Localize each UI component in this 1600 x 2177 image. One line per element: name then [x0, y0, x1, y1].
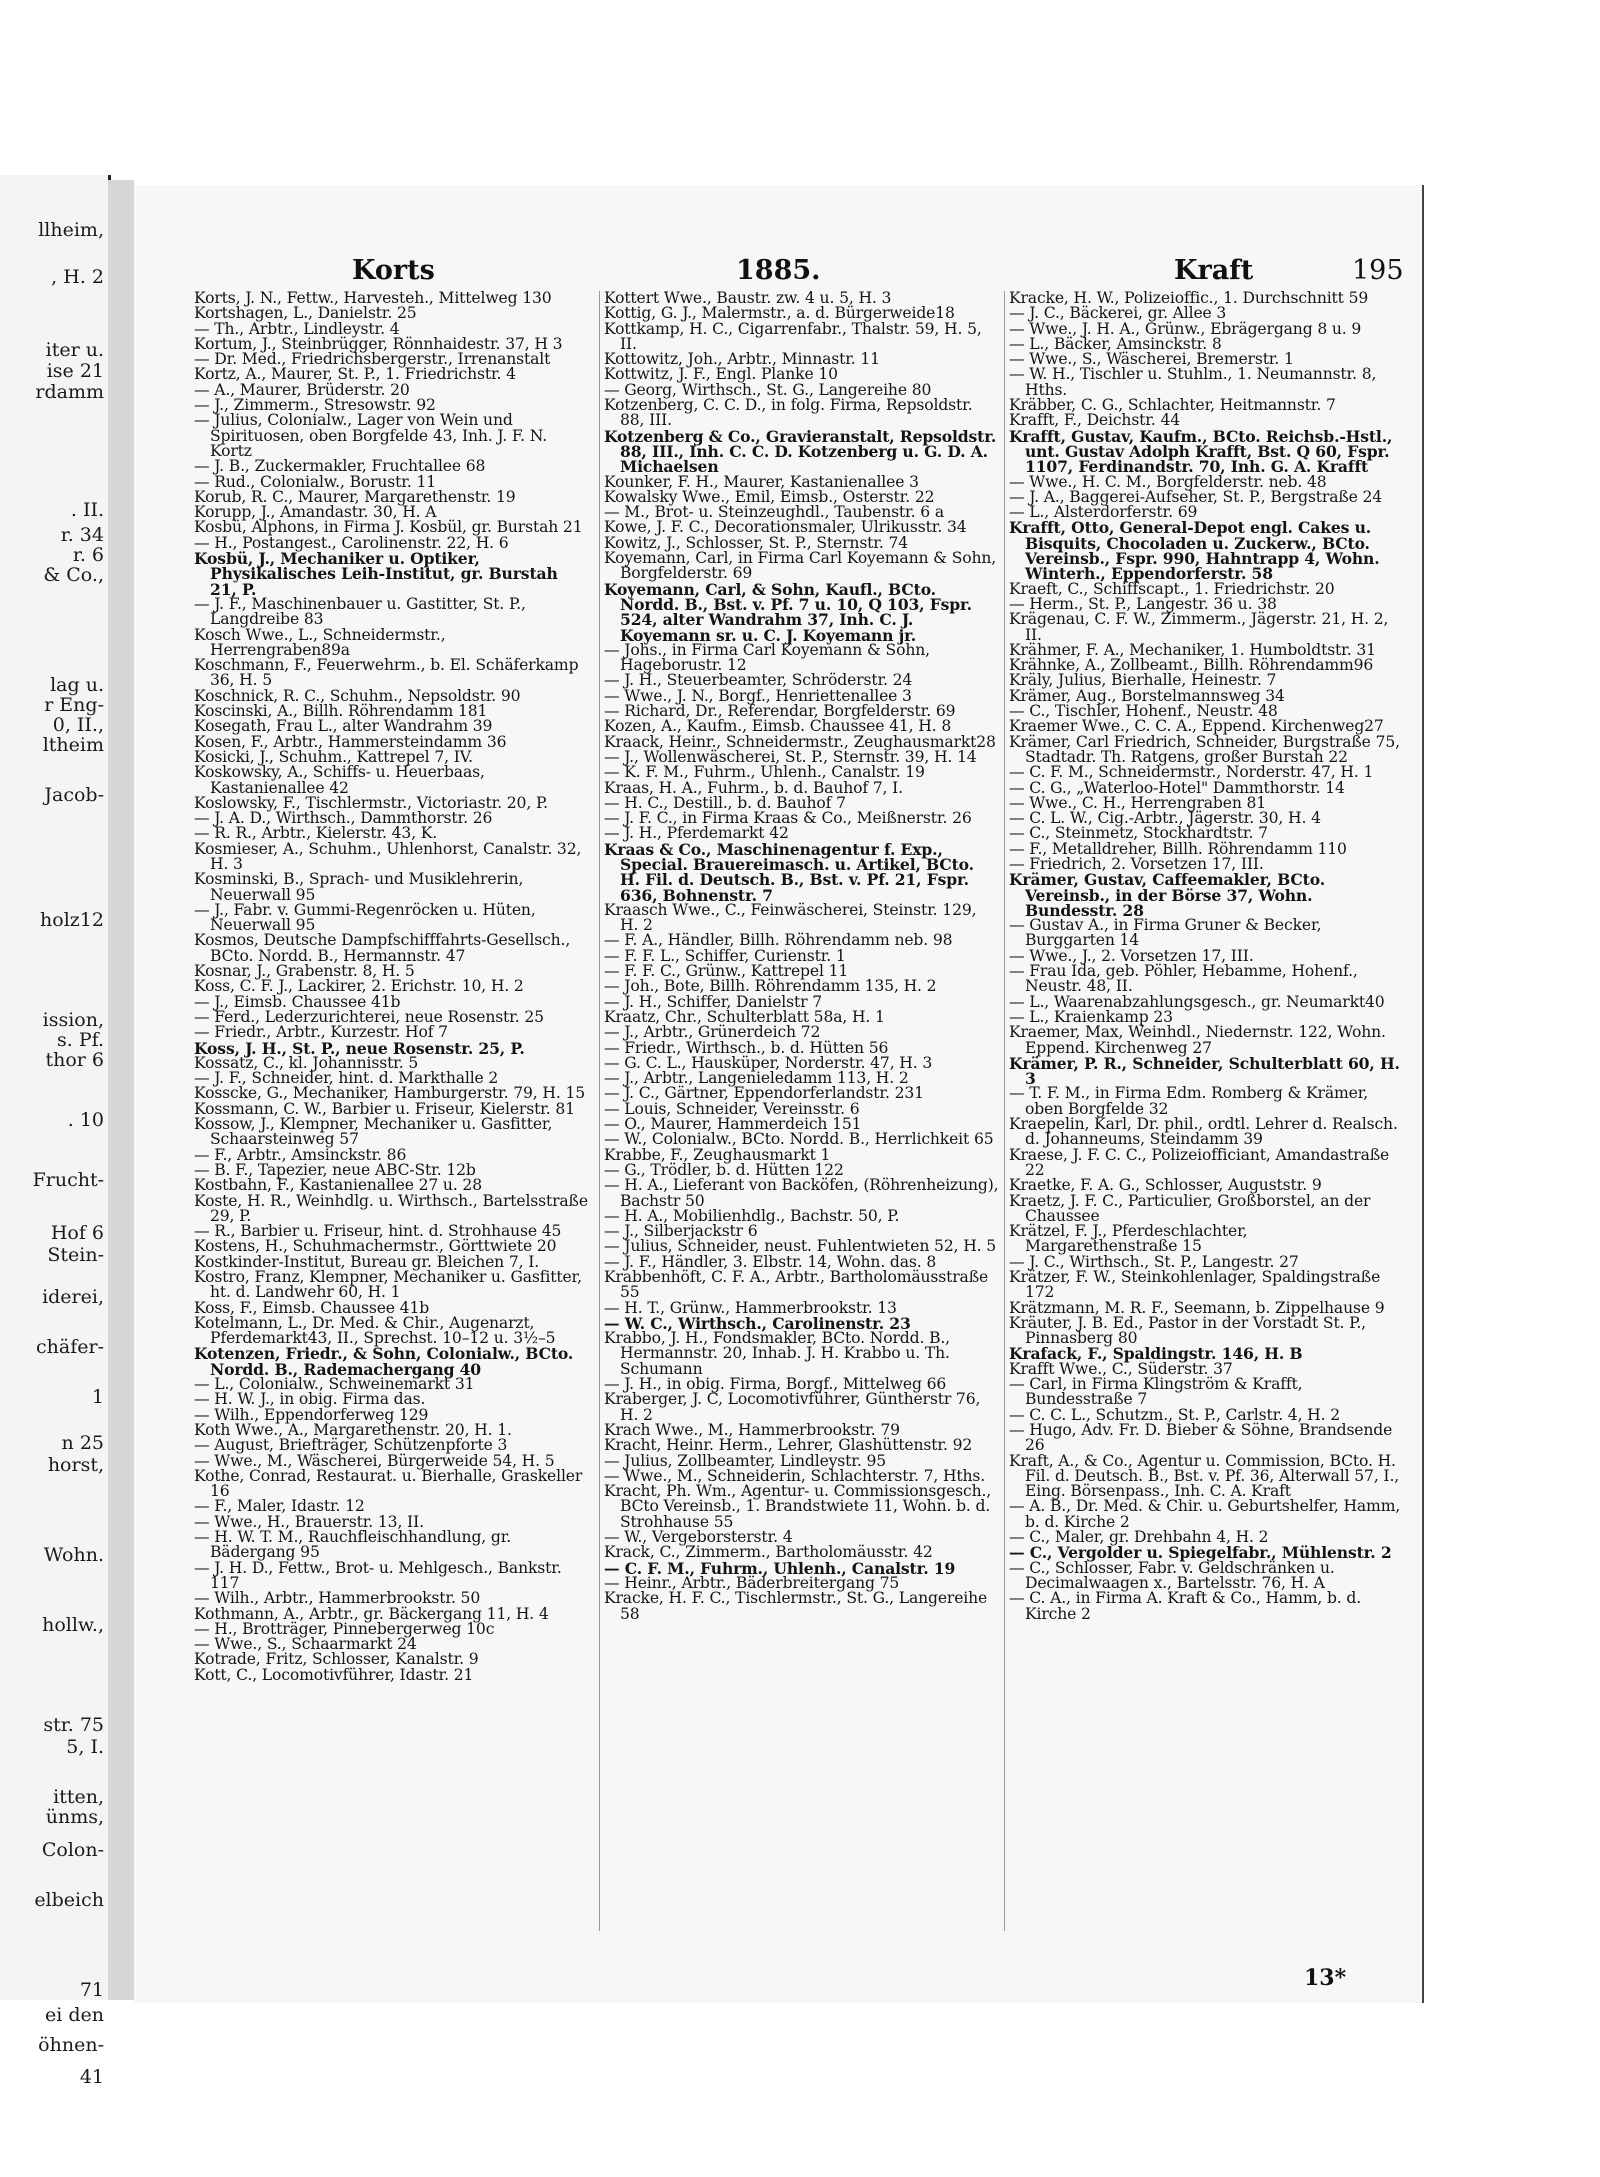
- directory-entry: Kortum, J., Steinbrügger, Rönnhaidestr. 37, H 3: [194, 334, 563, 353]
- directory-entry: Koth Wwe., A., Margarethenstr. 20, H. 1.: [194, 1420, 512, 1439]
- directory-entry: — Wwe., H., Brauerstr. 13, II.: [194, 1512, 424, 1531]
- directory-entry: — Julius, Zollbeamter, Lindleystr. 95: [604, 1451, 887, 1470]
- directory-entry: — J. C., Gärtner, Eppendorferlandstr. 231: [604, 1084, 924, 1103]
- directory-entry: — Frau Ida, geb. Pöhler, Hebamme, Hohenf., Neustr. 48, II.: [1009, 962, 1358, 996]
- running-header: [134, 255, 1424, 291]
- directory-entry: Krafft, Otto, General-Depot engl. Cakes u. Bisquits, Chocoladen u. Zuckerw., BCto. Vereinsb., Fspr. 990, Hahntrapp 4, Wohn. Winterh., Eppendorferstr. 58: [1009, 518, 1380, 584]
- directory-entry: Kosbü, Alphons, in Firma J. Kosbül, gr. Burstah 21: [194, 518, 583, 537]
- previous-page-fragment: . 10: [67, 1109, 104, 1131]
- directory-entry: — G., Trödler, b. d. Hütten 122: [604, 1160, 844, 1179]
- directory-entry: Kossmann, C. W., Barbier u. Friseur, Kielerstr. 81: [194, 1099, 575, 1118]
- directory-entry: Kosegath, Frau L., alter Wandrahm 39: [194, 717, 493, 736]
- directory-entry: — C. L. W., Cig.-Arbtr., Jägerstr. 30, H. 4: [1009, 809, 1321, 828]
- directory-entry: — A., Maurer, Brüderstr. 20: [194, 380, 410, 399]
- directory-entry: — W., Colonialw., BCto. Nordd. B., Herrlichkeit 65: [604, 1130, 994, 1149]
- directory-entry: Krätzmann, M. R. F., Seemann, b. Zippelhause 9: [1009, 1298, 1385, 1317]
- directory-entry: Kosminski, B., Sprach- und Musiklehrerin, Neuerwall 95: [194, 870, 524, 904]
- header-year: 1885.: [736, 255, 821, 286]
- previous-page-fragment: horst,: [47, 1454, 104, 1476]
- previous-page-fragment: 71: [79, 1979, 104, 2001]
- directory-entry: Korts, J. N., Fettw., Harvesteh., Mittelweg 130: [194, 289, 552, 307]
- directory-entry: — J. C., Wirthsch., St. P., Langestr. 27: [1009, 1252, 1299, 1271]
- directory-entry: — M., Brot- u. Steinzeughdl., Taubenstr. 6 a: [604, 503, 944, 522]
- directory-entry: Koste, H. R., Weinhdlg. u. Wirthsch., Bartelsstraße 29, P.: [194, 1191, 588, 1225]
- previous-page-fragment: thor 6: [45, 1049, 104, 1071]
- directory-entry: — C., Vergolder u. Spiegelfabr., Mühlenstr. 2: [1009, 1543, 1392, 1563]
- directory-entry: — J. A., Baggerei-Aufseher, St. P., Bergstraße 24: [1009, 487, 1383, 506]
- directory-entry: — H., Postangest., Carolinenstr. 22, H. 6: [194, 533, 509, 552]
- directory-entry: — Friedr., Wirthsch., b. d. Hütten 56: [604, 1038, 889, 1057]
- directory-entry: Kottert Wwe., Baustr. zw. 4 u. 5, H. 3: [604, 289, 892, 307]
- previous-page-fragment: ise 21: [46, 360, 104, 382]
- book-gutter: [108, 180, 134, 2000]
- previous-page-fragment: lag u.: [50, 674, 104, 696]
- previous-page-fragment: 1: [91, 1386, 104, 1408]
- directory-entry: — J. A. D., Wirthsch., Dammthorstr. 26: [194, 809, 493, 828]
- directory-entry: Kortshagen, L., Danielstr. 25: [194, 304, 417, 323]
- directory-entry: — Rud., Colonialw., Borustr. 11: [194, 472, 437, 491]
- directory-entry: Krack, C., Zimmerm., Bartholomäusstr. 42: [604, 1543, 933, 1562]
- directory-entry: — J. F., Händler, 3. Elbstr. 14, Wohn. das. 8: [604, 1252, 937, 1271]
- previous-page-edge: [0, 175, 111, 2088]
- previous-page-fragment: hollw.,: [42, 1614, 104, 1636]
- directory-entry: — J., Arbtr., Grünerdeich 72: [604, 1023, 821, 1042]
- directory-entry: Kottkamp, H. C., Cigarrenfabr., Thalstr. 59, H. 5, II.: [604, 319, 982, 353]
- directory-entry: — F., Maler, Idastr. 12: [194, 1497, 365, 1516]
- previous-page-fragment: ission,: [42, 1009, 104, 1031]
- directory-entry: Krafft, Gustav, Kaufm., BCto. Reichsb.-Hstl., unt. Gustav Adolph Krafft, Bst. Q 60, Fspr. 1107, Ferdinandstr. 70, Inh. G. A. Krafft: [1009, 426, 1393, 477]
- directory-page: [134, 185, 1424, 2003]
- previous-page-fragment: ünms,: [45, 1806, 104, 1828]
- directory-entry: — Wwe., S., Wäscherei, Bremerstr. 1: [1009, 350, 1294, 369]
- directory-entry: Kotzenberg, C. C. D., in folg. Firma, Repsoldstr. 88, III.: [604, 396, 973, 430]
- directory-entry: Krätzel, F. J., Pferdeschlachter, Margarethenstraße 15: [1009, 1222, 1248, 1256]
- directory-entry: — J., Zimmerm., Stresowstr. 92: [194, 396, 436, 415]
- directory-entry: — J. C., Bäckerei, gr. Allee 3: [1009, 304, 1227, 323]
- entry-columns: [194, 291, 1404, 1931]
- directory-entry: Kraack, Heinr., Schneidermstr., Zeughausmarkt28: [604, 732, 996, 751]
- directory-entry: Kosmieser, A., Schuhm., Uhlenhorst, Canalstr. 32, H. 3: [194, 839, 582, 873]
- directory-entry: Kraepelin, Karl, Dr. phil., ordtl. Lehrer d. Realsch. d. Johanneums, Steindamm 39: [1009, 1115, 1398, 1149]
- directory-entry: — J. H., Steuerbeamter, Schröderstr. 24: [604, 671, 913, 690]
- directory-entry: — Wilh., Eppendorferweg 129: [194, 1405, 429, 1424]
- directory-entry: — Hugo, Adv. Fr. D. Bieber & Söhne, Brandsende 26: [1009, 1420, 1393, 1455]
- directory-entry: Kräuter, J. B. Ed., Pastor in der Vorstadt St. P., Pinnasberg 80: [1009, 1313, 1366, 1348]
- directory-entry: — C., Steinmetz, Stockhardtstr. 7: [1009, 824, 1268, 843]
- directory-entry: — L., Kraienkamp 23: [1009, 1007, 1173, 1026]
- directory-entry: — Friedr., Arbtr., Kurzestr. Hof 7: [194, 1023, 448, 1042]
- directory-entry: — L., Alsterdorferstr. 69: [1009, 503, 1198, 522]
- directory-entry: — Heinr., Arbtr., Bäderbreitergang 75: [604, 1573, 900, 1592]
- previous-page-fragment: 41: [79, 2066, 104, 2088]
- directory-entry: Kothe, Conrad, Restaurat. u. Bierhalle, Graskeller 16: [194, 1466, 583, 1501]
- directory-entry: — C. C. L., Schutzm., St. P., Carlstr. 4, H. 2: [1009, 1405, 1341, 1424]
- directory-entry: — Wwe., M., Wäscherei, Bürgerweide 54, H. 5: [194, 1451, 555, 1470]
- directory-entry: — Louis, Schneider, Vereinsstr. 6: [604, 1099, 860, 1118]
- directory-entry: — Herm., St. P., Langestr. 36 u. 38: [1009, 594, 1277, 613]
- directory-entry: Koskowsky, A., Schiffs- u. Heuerbaas, Kastanienallee 42: [194, 763, 485, 797]
- directory-entry: Kraemer, Max, Weinhdl., Niedernstr. 122, Wohn. Eppend. Kirchenweg 27: [1009, 1023, 1386, 1057]
- directory-entry: Korub, R. C., Maurer, Margarethenstr. 19: [194, 487, 516, 506]
- directory-entry: — J. F., Schneider, hint. d. Markthalle 2: [194, 1069, 499, 1088]
- directory-entry: Kothmann, A., Arbtr., gr. Bäckergang 11, H. 4: [194, 1604, 549, 1623]
- directory-entry: Kosicki, J., Schuhm., Kattrepel 7, IV.: [194, 747, 473, 766]
- directory-entry: — L., Colonialw., Schweinemarkt 31: [194, 1375, 475, 1394]
- directory-entry: Kortz, A., Maurer, St. P., 1. Friedrichstr. 4: [194, 365, 516, 384]
- directory-entry: — H., Brotträger, Pinnebergerweg 10c: [194, 1619, 495, 1638]
- directory-entry: Koyemann, Carl, & Sohn, Kaufl., BCto. Nordd. B., Bst. v. Pf. 7 u. 10, Q 103, Fspr. 524, alter Wandrahm 37, Inh. C. J. Koyemann sr. u. C. J. Koyemann jr.: [604, 579, 972, 645]
- directory-entry: — Carl, in Firma Klingström & Krafft, Bundesstraße 7: [1009, 1375, 1303, 1409]
- previous-page-fragment: öhnen-: [38, 2034, 104, 2056]
- directory-entry: Kossow, J., Klempner, Mechaniker u. Gasfitter, Schaarsteinweg 57: [194, 1115, 553, 1149]
- directory-entry: Kraetke, F. A. G., Schlosser, Auguststr. 9: [1009, 1176, 1322, 1195]
- directory-entry: Kraberger, J. C, Locomotivführer, Güntherstr 76, H. 2: [604, 1390, 981, 1424]
- directory-entry: — F. F. C., Grünw., Kattrepel 11: [604, 962, 849, 981]
- directory-entry: — H. W. T. M., Rauchfleischhandlung, gr. Bädergang 95: [194, 1528, 512, 1562]
- previous-page-fragment: llheim,: [38, 219, 104, 241]
- directory-entry: — A. B., Dr. Med. & Chir. u. Geburtshelfer, Hamm, b. d. Kirche 2: [1009, 1497, 1401, 1531]
- directory-entry: — Wwe., C. H., Herrengraben 81: [1009, 793, 1267, 812]
- directory-entry: Kosscke, G., Mechaniker, Hamburgerstr. 79, H. 15: [194, 1084, 586, 1103]
- directory-entry: Krähnke, A., Zollbeamt., Billh. Röhrendamm96: [1009, 656, 1374, 675]
- directory-entry: Krätzer, F. W., Steinkohlenlager, Spaldingstraße 172: [1009, 1268, 1381, 1302]
- directory-entry: Koss, J. H., St. P., neue Rosenstr. 25, P.: [194, 1038, 525, 1058]
- directory-entry: Kostro, Franz, Klempner, Mechaniker u. Gasfitter, ht. d. Landwehr 60, H. 1: [194, 1268, 582, 1302]
- directory-entry: Kraeft, C., Schiffscapt., 1. Friedrichstr. 20: [1009, 579, 1335, 598]
- directory-entry: — Johs., in Firma Carl Koyemann & Sohn, Hageborustr. 12: [604, 640, 930, 675]
- directory-entry: — B. F., Tapezier, neue ABC-Str. 12b: [194, 1160, 476, 1179]
- previous-page-fragment: chäfer-: [36, 1336, 104, 1358]
- directory-entry: Kraatz, Chr., Schulterblatt 58a, H. 1: [604, 1007, 885, 1026]
- directory-entry: — F., Metalldreher, Billh. Röhrendamm 110: [1009, 839, 1347, 858]
- previous-page-fragment: s. Pf.: [56, 1029, 104, 1051]
- directory-entry: — F. A., Händler, Billh. Röhrendamm neb. 98: [604, 931, 953, 950]
- directory-entry: — C., Schlosser, Fabr. v. Geldschränken u. Decimalwaagen x., Bartelsstr. 76, H. A: [1009, 1558, 1335, 1592]
- previous-page-fragment: r. 6: [72, 544, 104, 566]
- previous-page-fragment: iter u.: [45, 339, 104, 361]
- directory-entry: — J. H., Schiffer, Danielstr 7: [604, 992, 822, 1011]
- directory-entry: Kraemer Wwe., C. C. A., Eppend. Kirchenweg27: [1009, 717, 1384, 736]
- previous-page-fragment: r Eng-: [44, 694, 104, 716]
- directory-entry: Krämer, Carl Friedrich, Schneider, Burgstraße 75, Stadtadr. Th. Ratgens, großer Burstah 22: [1009, 732, 1400, 766]
- previous-page-fragment: ei den: [44, 2004, 104, 2026]
- directory-entry: Krabbenhöft, C. F. A., Arbtr., Bartholomäusstraße 55: [604, 1268, 989, 1302]
- previous-page-fragment: & Co.,: [43, 564, 104, 586]
- directory-entry: Krämer, P. R., Schneider, Schulterblatt 60, H. 3: [1009, 1053, 1400, 1089]
- directory-entry: — Gustav A., in Firma Gruner & Becker, Burggarten 14: [1009, 916, 1322, 950]
- directory-entry: — H. A., Lieferant von Backöfen, (Röhrenheizung), Bachstr 50: [604, 1176, 999, 1210]
- directory-entry: — Friedrich, 2. Vorsetzen 17, III.: [1009, 854, 1264, 873]
- previous-page-fragment: Jacob-: [44, 784, 104, 806]
- directory-entry: — C., Tischler, Hohenf., Neustr. 48: [1009, 702, 1278, 721]
- directory-entry: Krafft, F., Deichstr. 44: [1009, 411, 1181, 430]
- previous-page-fragment: holz12: [40, 909, 104, 931]
- directory-entry: — J., Wollenwäscherei, St. P., Sternstr. 39, H. 14: [604, 747, 977, 766]
- directory-entry: — C. G., „Waterloo-Hotel" Dammthorstr. 14: [1009, 778, 1345, 797]
- directory-entry: — Th., Arbtr., Lindleystr. 4: [194, 319, 400, 338]
- directory-entry: Kowitz, J., Schlosser, St. P., Sternstr. 74: [604, 533, 909, 552]
- directory-entry: — F., Arbtr., Amsinckstr. 86: [194, 1145, 407, 1164]
- directory-entry: Krabbo, J. H., Fondsmakler, BCto. Nordd. B., Hermannstr. 20, Inhab. J. H. Krabbo u. Th. Schumann: [604, 1329, 950, 1378]
- directory-entry: — K. F. M., Fuhrm., Uhlenh., Canalstr. 19: [604, 763, 925, 782]
- directory-entry: Krabbe, F., Zeughausmarkt 1: [604, 1145, 831, 1164]
- previous-page-fragment: r. 34: [60, 524, 104, 546]
- directory-entry: — J. H., Pferdemarkt 42: [604, 824, 789, 843]
- column-2: [599, 291, 999, 1931]
- directory-entry: — T. F. M., in Firma Edm. Romberg & Krämer, oben Borgfelde 32: [1009, 1084, 1369, 1118]
- directory-entry: — Wilh., Arbtr., Hammerbrookstr. 50: [194, 1589, 481, 1608]
- directory-entry: — H. W. J., in obig. Firma das.: [194, 1390, 426, 1409]
- signature-mark: 13*: [1304, 1965, 1347, 1991]
- directory-entry: — C. A., in Firma A. Kraft & Co., Hamm, b. d. Kirche 2: [1009, 1589, 1362, 1623]
- previous-page-fragment: , H. 2: [51, 266, 104, 288]
- directory-entry: Kotelmann, L., Dr. Med. & Chir., Augenarzt, Pferdemarkt43, II., Sprechst. 10–12 u. 3½–5: [194, 1313, 556, 1348]
- directory-entry: — J., Fabr. v. Gummi-Regenröcken u. Hüten, Neuerwall 95: [194, 900, 536, 935]
- directory-entry: Koyemann, Carl, in Firma Carl Koyemann & Sohn, Borgfelderstr. 69: [604, 549, 997, 583]
- directory-entry: — W. C., Wirthsch., Carolinenstr. 23: [604, 1313, 911, 1333]
- previous-page-fragment: 5, I.: [66, 1736, 104, 1758]
- directory-entry: — Richard, Dr., Referendar, Borgfelderstr. 69: [604, 702, 956, 721]
- directory-entry: Koss, C. F. J., Lackirer, 2. Erichstr. 10, H. 2: [194, 977, 524, 996]
- directory-entry: Kounker, F. H., Maurer, Kastanienallee 3: [604, 472, 919, 491]
- directory-entry: — J. H. D., Fettw., Brot- u. Mehlgesch., Bankstr. 117: [194, 1558, 562, 1592]
- directory-entry: — R., Barbier u. Friseur, hint. d. Strohhause 45: [194, 1222, 562, 1241]
- previous-page-fragment: Colon-: [41, 1839, 104, 1861]
- directory-entry: — Georg, Wirthsch., St. G., Langereihe 80: [604, 380, 932, 399]
- directory-entry: Kott, C., Locomotivführer, Idastr. 21: [194, 1665, 474, 1684]
- directory-entry: — J., Arbtr., Langenieledamm 113, H. 2: [604, 1069, 909, 1088]
- directory-entry: Kracht, Heinr. Herm., Lehrer, Glashüttenstr. 92: [604, 1436, 973, 1455]
- directory-entry: Kracht, Ph. Wm., Agentur- u. Commissionsgesch., BCto Vereinsb., 1. Brandstwiete 11, Wohn. b. d. Strohhause 55: [604, 1482, 992, 1531]
- directory-entry: — Joh., Bote, Billh. Röhrendamm 135, H. 2: [604, 977, 937, 996]
- directory-entry: Kotrade, Fritz, Schlosser, Kanalstr. 9: [194, 1650, 479, 1669]
- directory-entry: — Wwe., J., 2. Vorsetzen 17, III.: [1009, 946, 1254, 965]
- directory-entry: Koschmann, F., Feuerwehrm., b. El. Schäferkamp 36, H. 5: [194, 656, 579, 690]
- previous-page-fragment: n 25: [61, 1432, 104, 1454]
- directory-entry: Kostbahn, F., Kastanienallee 27 u. 28: [194, 1176, 482, 1195]
- directory-entry: — O., Maurer, Hammerdeich 151: [604, 1115, 862, 1134]
- directory-entry: — H. C., Destill., b. d. Bauhof 7: [604, 793, 846, 812]
- previous-page-fragment: ltheim: [42, 734, 104, 756]
- previous-page-fragment: Frucht-: [32, 1169, 104, 1191]
- directory-entry: — Julius, Schneider, neust. Fuhlentwieten 52, H. 5: [604, 1237, 997, 1256]
- previous-page-fragment: . II.: [70, 499, 104, 521]
- directory-entry: Kraas & Co., Maschinenagentur f. Exp., Special. Brauereimasch. u. Artikel, BCto. H. Fil. d. Deutsch. B., Bst. v. Pf. 21, Fspr. 636, Bohnenstr. 7: [604, 839, 974, 905]
- directory-entry: — August, Briefträger, Schützenpforte 3: [194, 1436, 508, 1455]
- directory-entry: — W., Vergeborsterstr. 4: [604, 1528, 793, 1547]
- directory-entry: Krach Wwe., M., Hammerbrookstr. 79: [604, 1420, 900, 1439]
- directory-entry: — Wwe., J. N., Borgf., Henriettenallee 3: [604, 686, 912, 705]
- directory-entry: Kottowitz, Joh., Arbtr., Minnastr. 11: [604, 350, 880, 369]
- previous-page-fragment: 0, II.,: [52, 714, 104, 736]
- directory-entry: Kräly, Julius, Bierhalle, Heinestr. 7: [1009, 671, 1277, 690]
- column-1: [194, 291, 589, 1931]
- directory-entry: — J. F., Maschinenbauer u. Gastitter, St. P., Langdreibe 83: [194, 594, 526, 629]
- directory-entry: Kraas, H. A., Fuhrm., b. d. Bauhof 7, I.: [604, 778, 903, 797]
- directory-entry: Kostens, H., Schuhmachermstr., Görttwiete 20: [194, 1237, 557, 1256]
- header-right-catchword: Kraft: [1174, 255, 1254, 286]
- directory-entry: — Wwe., S., Schaarmarkt 24: [194, 1635, 417, 1654]
- directory-entry: Krähmer, F. A., Mechaniker, 1. Humboldtstr. 31: [1009, 640, 1376, 659]
- directory-entry: Koschnick, R. C., Schuhm., Nepsoldstr. 90: [194, 686, 521, 705]
- directory-entry: — L., Bäcker, Amsinckstr. 8: [1009, 334, 1222, 353]
- directory-entry: Kraft, A., & Co., Agentur u. Commission, BCto. H. Fil. d. Deutsch. B., Bst. v. Pf. 36, Alterwall 57, I., Eing. Börsenpass., Inh. C. A. Kraft: [1009, 1451, 1400, 1501]
- directory-entry: — G. C. L., Hausküper, Norderstr. 47, H. 3: [604, 1053, 933, 1072]
- directory-entry: Kraetz, J. F. C., Particulier, Großborstel, an der Chaussee: [1009, 1191, 1371, 1225]
- directory-entry: Kraese, J. F. C. C., Polizeiofficiant, Amandastraße 22: [1009, 1145, 1390, 1179]
- directory-entry: Kotenzen, Friedr., & Sohn, Colonialw., BCto. Nordd. B., Rademachergang 40: [194, 1344, 574, 1379]
- directory-entry: — J., Silberjackstr 6: [604, 1222, 758, 1241]
- directory-entry: Krägenau, C. F. W., Zimmerm., Jägerstr. 21, H. 2, II.: [1009, 610, 1389, 644]
- directory-entry: Koss, F., Eimsb. Chaussee 41b: [194, 1298, 430, 1317]
- directory-entry: Kosch Wwe., L., Schneidermstr., Herrengraben89a: [194, 625, 446, 659]
- directory-entry: Krafack, F., Spaldingstr. 146, H. B: [1009, 1344, 1303, 1364]
- directory-entry: Kosbü, J., Mechaniker u. Optiker, Physikalisches Leih-Institut, gr. Burstah 21, P.: [194, 549, 558, 599]
- directory-entry: — Wwe., J. H. A., Grünw., Ebrägergang 8 u. 9: [1009, 319, 1362, 338]
- directory-entry: — Ferd., Lederzurichterei, neue Rosenstr. 25: [194, 1007, 544, 1026]
- directory-entry: Kottwitz, J. F., Engl. Planke 10: [604, 365, 838, 384]
- directory-entry: Koslowsky, F., Tischlermstr., Victoriastr. 20, P.: [194, 793, 548, 812]
- directory-entry: — J. H., in obig. Firma, Borgf., Mittelweg 66: [604, 1375, 947, 1394]
- directory-entry: Kosmos, Deutsche Dampfschifffahrts-Gesellsch., BCto. Nordd. B., Hermannstr. 47: [194, 931, 571, 965]
- directory-entry: Kostkinder-Institut, Bureau gr. Bleichen 7, I.: [194, 1252, 540, 1271]
- directory-entry: Krämer, Aug., Borstelmannsweg 34: [1009, 686, 1285, 705]
- directory-entry: — Wwe., H. C. M., Borgfelderstr. neb. 48: [1009, 472, 1327, 491]
- previous-page-fragment: str. 75: [43, 1714, 104, 1736]
- previous-page-fragment: elbeich: [34, 1889, 104, 1911]
- directory-entry: — Julius, Colonialw., Lager von Wein und Spirituosen, oben Borgfelde 43, Inh. J. F. N. Kortz: [194, 411, 548, 460]
- directory-entry: — L., Waarenabzahlungsgesch., gr. Neumarkt40: [1009, 992, 1385, 1011]
- previous-page-fragment: Stein-: [47, 1244, 104, 1266]
- previous-page-fragment: itten,: [53, 1786, 104, 1808]
- column-3: [1004, 291, 1404, 1931]
- directory-entry: Kowalsky Wwe., Emil, Eimsb., Osterstr. 22: [604, 487, 935, 506]
- directory-entry: Krämer, Gustav, Caffeemakler, BCto. Vereinsb., in der Börse 37, Wohn. Bundesstr. 28: [1009, 870, 1325, 920]
- directory-entry: — J. F. C., in Firma Kraas & Co., Meißnerstr. 26: [604, 809, 972, 828]
- directory-entry: Kracke, H. F. C., Tischlermstr., St. G., Langereihe 58: [604, 1589, 988, 1623]
- previous-page-fragment: rdamm: [35, 381, 104, 403]
- directory-entry: — F. F. L., Schiffer, Curienstr. 1: [604, 946, 846, 965]
- directory-entry: Kraasch Wwe., C., Feinwäscherei, Steinstr. 129, H. 2: [604, 900, 977, 935]
- directory-entry: — C. F. M., Fuhrm., Uhlenh., Canalstr. 19: [604, 1558, 956, 1578]
- directory-entry: — C. F. M., Schneidermstr., Norderstr. 47, H. 1: [1009, 763, 1374, 782]
- directory-entry: — Dr. Med., Friedrichsbergerstr., Irrenanstalt: [194, 350, 551, 369]
- directory-entry: Kozen, A., Kaufm., Eimsb. Chaussee 41, H. 8: [604, 717, 952, 736]
- directory-entry: — Wwe., M., Schneiderin, Schlachterstr. 7, Hths.: [604, 1466, 986, 1485]
- directory-entry: — J. B., Zuckermakler, Fruchtallee 68: [194, 457, 486, 476]
- page-number: 195: [1352, 255, 1404, 286]
- directory-entry: Kossatz, C., kl. Johannisstr. 5: [194, 1053, 419, 1072]
- directory-entry: — H. A., Mobilienhdlg., Bachstr. 50, P.: [604, 1206, 900, 1225]
- previous-page-fragment: Hof 6: [50, 1222, 104, 1244]
- previous-page-fragment: Wohn.: [43, 1544, 104, 1566]
- directory-entry: Koscinski, A., Billh. Röhrendamm 181: [194, 702, 488, 721]
- directory-entry: — J., Eimsb. Chaussee 41b: [194, 992, 401, 1011]
- directory-entry: Kracke, H. W., Polizeioffic., 1. Durchschnitt 59: [1009, 289, 1369, 307]
- directory-entry: Kotzenberg & Co., Gravieranstalt, Repsoldstr. 88, III., Inh. C. C. D. Kotzenberg u. G. D. A. Michaelsen: [604, 426, 997, 477]
- directory-entry: Kottig, G. J., Malermstr., a. d. Bürgerweide18: [604, 304, 955, 323]
- directory-entry: Krafft Wwe., C., Süderstr. 37: [1009, 1359, 1233, 1378]
- directory-entry: — W. H., Tischler u. Stuhlm., 1. Neumannstr. 8, Hths.: [1009, 365, 1377, 399]
- directory-entry: Kosen, F., Arbtr., Hammersteindamm 36: [194, 732, 507, 751]
- directory-entry: Kowe, J. F. C., Decorationsmaler, Ulrikusstr. 34: [604, 518, 967, 537]
- header-left-catchword: Korts: [352, 255, 435, 286]
- directory-entry: Kosnar, J., Grabenstr. 8, H. 5: [194, 962, 415, 981]
- directory-entry: — H. T., Grünw., Hammerbrookstr. 13: [604, 1298, 897, 1317]
- directory-entry: — R. R., Arbtr., Kielerstr. 43, K.: [194, 824, 438, 843]
- directory-entry: Korupp, J., Amandastr. 30, H. A: [194, 503, 437, 522]
- directory-entry: — C., Maler, gr. Drehbahn 4, H. 2: [1009, 1528, 1269, 1547]
- previous-page-fragment: iderei,: [42, 1286, 104, 1308]
- directory-entry: Kräbber, C. G., Schlachter, Heitmannstr. 7: [1009, 396, 1336, 415]
